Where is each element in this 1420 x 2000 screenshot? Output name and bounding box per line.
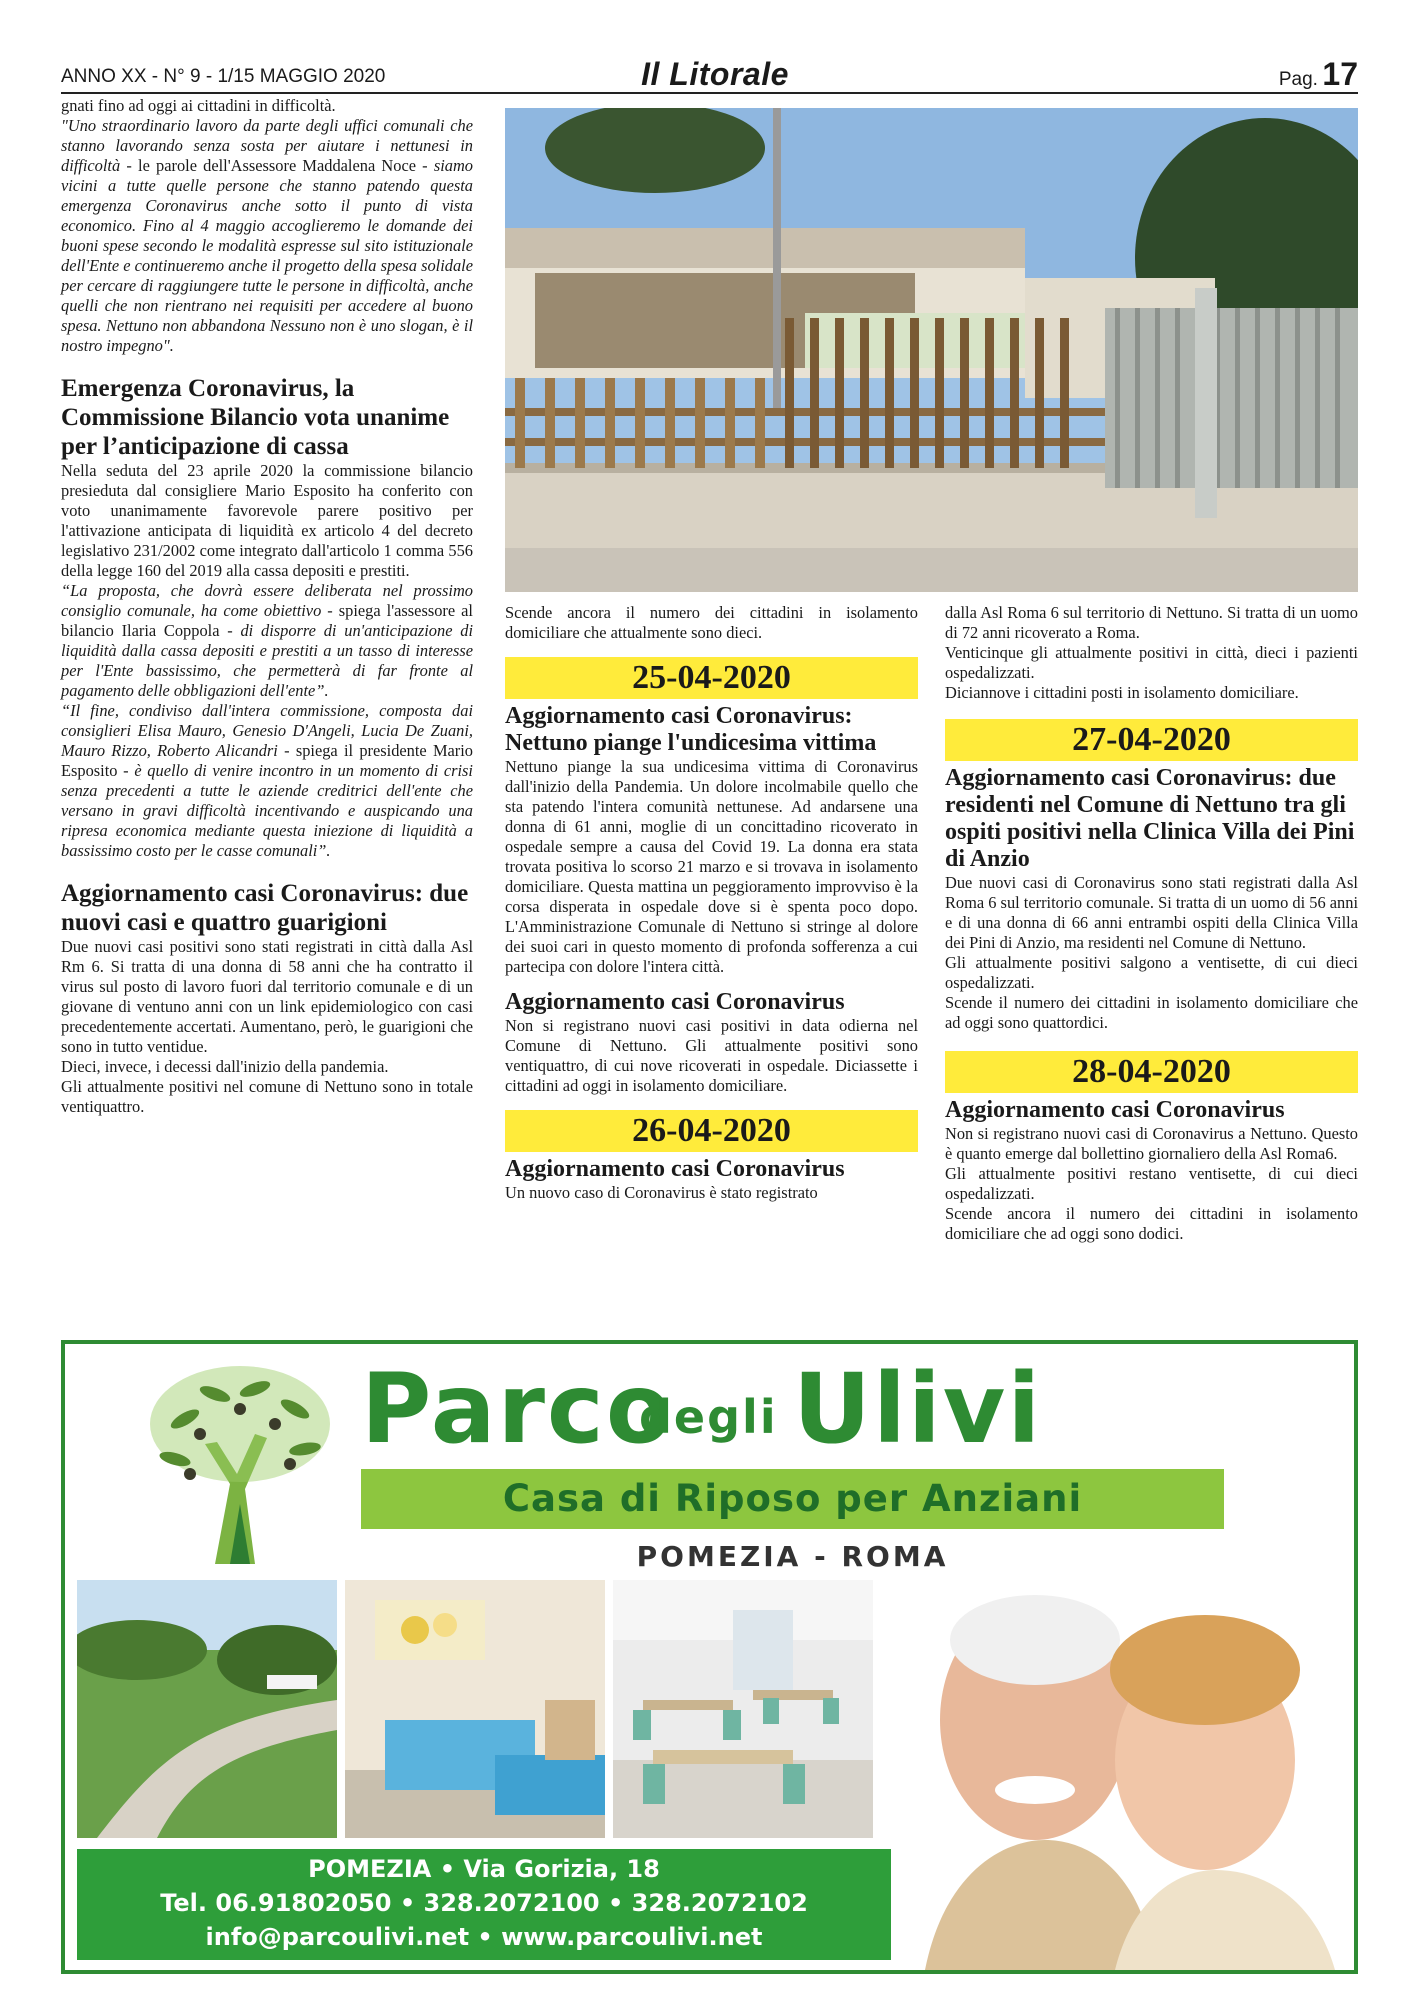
olive-tree-icon [145, 1364, 335, 1564]
article-aggiornamento-4-p2: Gli attualmente positivi restano ventisette, di cui dieci ospedalizzati. [945, 1164, 1358, 1203]
article-title-aggiornamento-4: Aggiornamento casi Coronavirus [945, 1097, 1285, 1123]
article-aggiornamento-p1: Due nuovi casi positivi sono stati registrati in città dalla Asl Rm 6. Si tratta di una donna di 58 anni che ha contratto il virus sul posto di lavoro fuori dal territorio comunale e di un giovane di ventuno anni con un link epidemiologico con casi precedentemente accertati. Aumentano, però, le guarigioni che sono in tutto ventidue. [61, 937, 473, 1056]
page-number-value: 17 [1322, 56, 1358, 92]
date-banner: 25-04-2020 [505, 657, 918, 699]
article-aggiornamento-4-p1: Non si registrano nuovi casi di Coronavirus a Nettuno. Questo è quanto emerge dal bollettino giornaliero della Asl Roma6. [945, 1124, 1358, 1163]
advertisement [61, 1340, 1358, 1974]
article-title-commissione: Emergenza Coronavirus, la Commissione Bilancio vota unanime per l’anticipazione di cassa [61, 375, 450, 460]
garden-photo [77, 1580, 337, 1838]
ad-city: POMEZIA - ROMA [636, 1540, 949, 1573]
col3-lead-p2: Venticinque gli attualmente positivi in città, dieci i pazienti ospedalizzati. [945, 643, 1358, 682]
ad-web[interactable]: info@parcoulivi.net • www.parcoulivi.net [205, 1923, 763, 1951]
intro-quote-b: siamo vicini a tutte quelle persone che stanno patendo questa emergenza Coronavirus anche sotto il punto di vista economico. Fino al 4 maggio accoglieremo le domande dei buoni spese secondo le modalità espresse sul sito istituzionale dell'Ente e continueremo anche il progetto della spesa solidale per cercare di raggiungere tutte le persone in difficoltà, anche quelli che non rientrano nei requisiti per accedere al buono spesa. Nettuno non abbandona Nessuno non è uno slogan, è il nostro impegno". [61, 156, 473, 355]
article-commissione-p1: Nella seduta del 23 aprile 2020 la commissione bilancio presieduta dal consigliere Mario Esposito ha conferito con voto unanimamente favorevole parere positivo per l'attivazione anticipata di liquidità ex articolo 4 del decreto legislativo 231/2002 come integrato dall'articolo 1 comma 556 della legge 160 del 2019 alla cassa depositi e prestiti. [61, 461, 473, 580]
masthead: Il Litorale [641, 56, 789, 92]
article-villa-pini-p1: Due nuovi casi di Coronavirus sono stati registrati dalla Asl Roma 6 sul territorio comunale. Si tratta di un uomo di 56 anni e di una donna di 66 anni entrambi ospiti della Clinica Villa dei Pini di Anzio, ma residenti nel Comune di Nettuno. [945, 873, 1358, 952]
quote1b: - spiega l'assessore al bilancio Ilaria Coppola - [61, 601, 473, 640]
intro-attribution: - le parole dell'Assessore Maddalena Noce - [120, 156, 434, 175]
quote2a: “Il fine, condiviso dall'intera commissione, composta dai consiglieri Elisa Mauro, Genesio D'Angeli, Lucia De Zuani, Mauro Rizzo, Roberto Alicandri [61, 701, 473, 760]
ad-subtitle: Casa di Riposo per Anziani [361, 1469, 1224, 1529]
column-2 [505, 603, 918, 1203]
elderly-couple-photo [885, 1580, 1350, 1970]
article-villa-pini-p3: Scende il numero dei cittadini in isolamento domiciliare che ad oggi sono quattordici. [945, 993, 1358, 1032]
quote1a: “La proposta, che dovrà essere deliberata nel prossimo consiglio comunale, ha come obiettivo [61, 581, 473, 620]
article-title-aggiornamento: Aggiornamento casi Coronavirus: due nuovi casi e quattro guarigioni [61, 880, 469, 936]
column-1 [61, 96, 473, 1117]
article-aggiornamento-p3: Gli attualmente positivi nel comune di Nettuno sono in totale ventiquattro. [61, 1077, 473, 1116]
article-aggiornamento-4-p3: Scende ancora il numero dei cittadini in isolamento domiciliare che ad oggi sono dodici. [945, 1204, 1358, 1243]
intro-quote-a: "Uno straordinario lavoro da parte degli uffici comunali che stanno lavorando senza sosta per aiutare i nettunesi in difficoltà [61, 116, 473, 175]
article-aggiornamento-p2: Dieci, invece, i decessi dall'inizio della pandemia. [61, 1057, 389, 1076]
article-villa-pini-p2: Gli attualmente positivi salgono a ventisette, di cui dieci ospedalizzati. [945, 953, 1358, 992]
ad-brand-ulivi: Ulivi [793, 1353, 1043, 1465]
ad-phones: Tel. 06.91802050 • 328.2072100 • 328.2072102 [160, 1889, 808, 1917]
date-banner: 26-04-2020 [505, 1110, 918, 1152]
article-title-aggiornamento-2: Aggiornamento casi Coronavirus [505, 989, 845, 1015]
date-banner: 28-04-2020 [945, 1051, 1358, 1093]
issue-info: ANNO XX - N° 9 - 1/15 MAGGIO 2020 [61, 66, 386, 87]
col2-lead: Scende ancora il numero dei cittadini in isolamento domiciliare che attualmente sono dieci. [505, 603, 918, 642]
article-commissione-quote1 [61, 581, 473, 701]
dining-room-photo [613, 1580, 873, 1838]
article-title-undicesima: Aggiornamento casi Coronavirus: Nettuno piange l'undicesima vittima [505, 703, 877, 756]
article-undicesima-p1: Nettuno piange la sua undicesima vittima di Coronavirus dall'inizio della Pandemia. Un dolore incolmabile quello che sta patendo l'intera comunità nettunese. Ad andarsene una donna di 61 anni, moglie di un concittadino ricoverato in ospedale sempre a causa del Covid 19. La donna era stata trovata positiva lo scorso 21 marzo e si trovava in isolamento domiciliare. Questa mattina un peggioramento improvviso è la corsa disperata in ospedale dove si è spenta poco dopo. L'Amministrazione Comunale di Nettuno si stringe al dolore dei suoi cari in questo momento di profonda sofferenza a cui partecipa con dolore l'intera città. [505, 757, 918, 976]
intro-lead: gnati fino ad oggi ai cittadini in difficoltà. [61, 96, 336, 115]
ad-address: POMEZIA • Via Gorizia, 18 [308, 1855, 660, 1883]
date-banner: 27-04-2020 [945, 719, 1358, 761]
quote2b: - spiega il presidente Mario Esposito - [61, 741, 474, 780]
column-3 [945, 603, 1358, 1244]
quote1c: di disporre di un'anticipazione di liquidità dalla cassa depositi e prestiti a un tasso di interesse per l'Ente bassissimo, che permetterà di far fronte al pagamento delle obbligazioni dell'ente”. [61, 621, 473, 700]
intro-paragraph [61, 96, 473, 356]
article-title-villa-pini: Aggiornamento casi Coronavirus: due residenti nel Comune di Nettuno tra gli ospiti positivi nella Clinica Villa dei Pini di Anzio [945, 765, 1355, 872]
article-aggiornamento-2-p1: Non si registrano nuovi casi positivi in data odierna nel Comune di Nettuno. Gli attualmente positivi sono ventiquattro, di cui nove ricoverati in ospedale. Diciassette i cittadini ad oggi in isolamento domiciliare. [505, 1016, 918, 1095]
page-number [1279, 56, 1358, 93]
header-rule [61, 92, 1358, 94]
col3-lead-p3: Diciannove i cittadini posti in isolamento domiciliare. [945, 683, 1299, 702]
page-label: Pag. [1278, 69, 1318, 90]
col3-lead-p1: dalla Asl Roma 6 sul territorio di Nettuno. Si tratta di un uomo di 72 anni ricoverato a Roma. [945, 603, 1358, 642]
quote2c: è quello di venire incontro in un momento di crisi senza precedenti a tutte le aziende creditrici dell'ente che versano in gravi difficoltà incentivando e auspicando una ripresa economica mediante questa iniezione di liquidità a bassissimo costo per le casse comunali”. [61, 761, 473, 860]
article-aggiornamento-3-p1: Un nuovo caso di Coronavirus è stato registrato [505, 1183, 818, 1202]
ad-brand-degli: degli [639, 1390, 778, 1444]
article-commissione-quote2 [61, 701, 473, 861]
ad-brand-parco: Parco [361, 1353, 674, 1465]
ad-contact-box [77, 1849, 891, 1960]
bedroom-photo [345, 1580, 605, 1838]
article-title-aggiornamento-3: Aggiornamento casi Coronavirus [505, 1156, 845, 1182]
school-photo [505, 108, 1358, 592]
